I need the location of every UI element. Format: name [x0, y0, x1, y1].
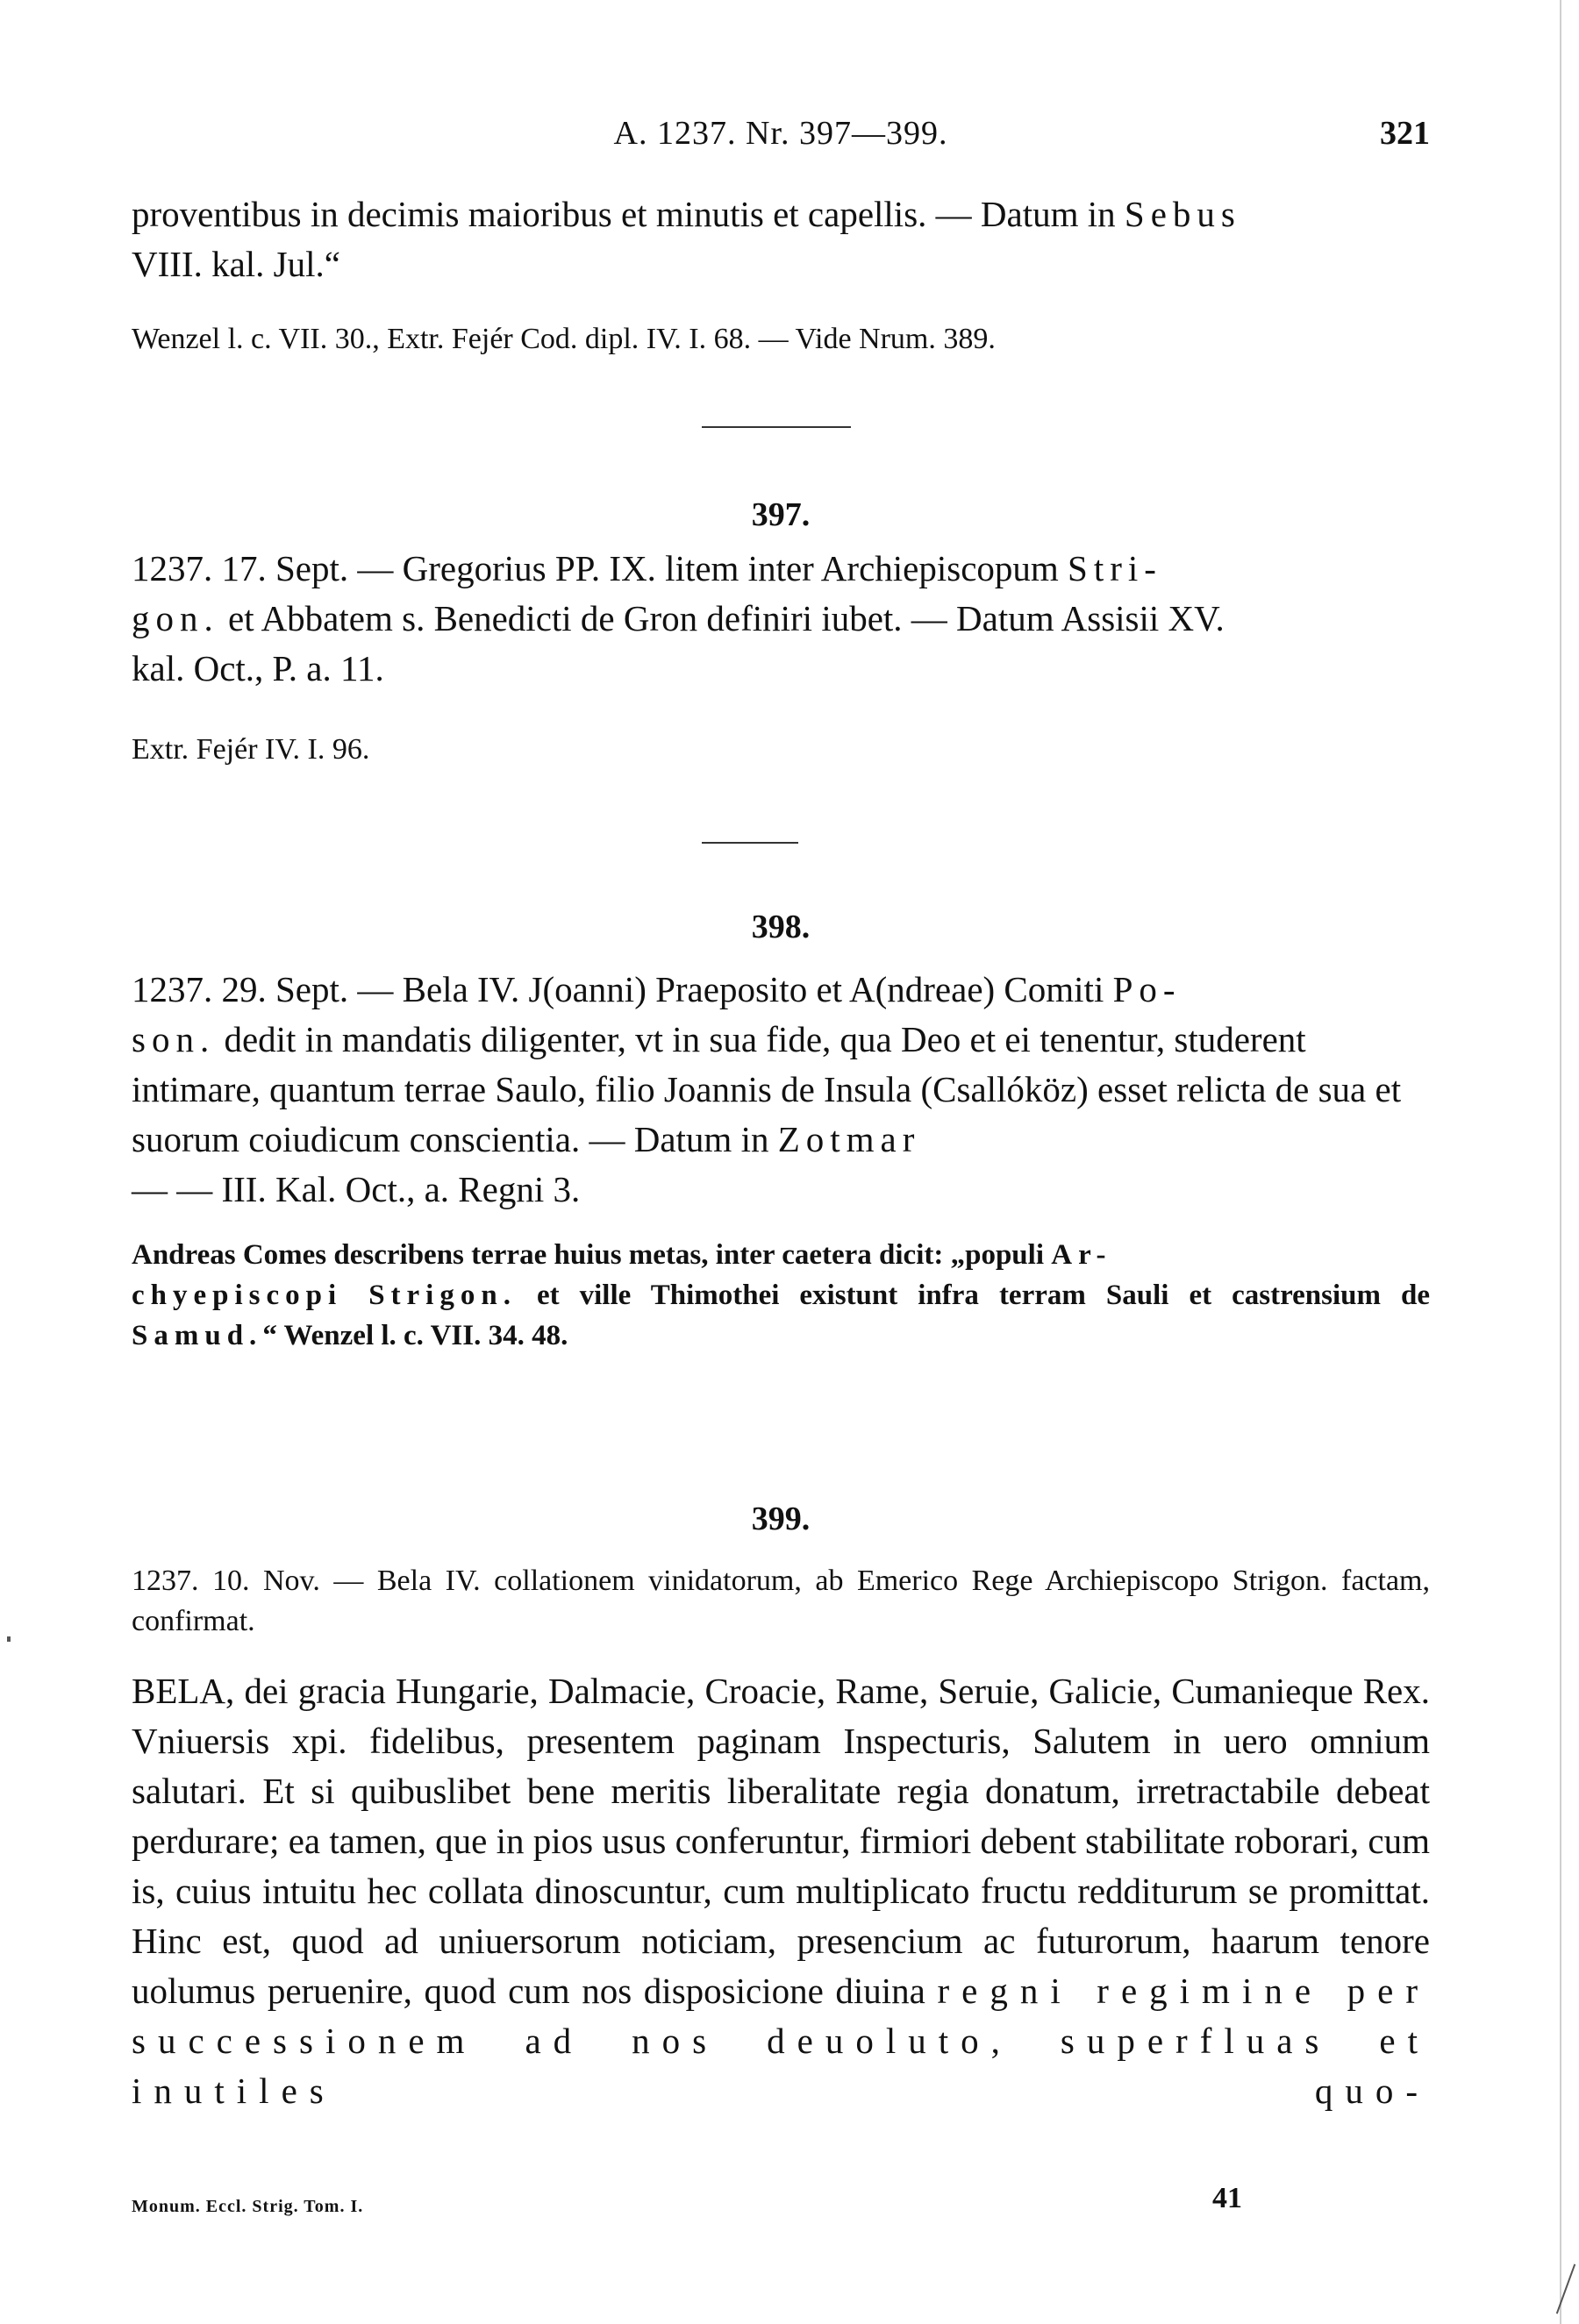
sheet-number: 41 [1212, 2182, 1242, 2214]
entry-397-regest-part: et Abbatem s. Benedicti de Gron definiri iubet. — Datum Assisii XV. [218, 598, 1225, 638]
prev-entry-source: Wenzel l. c. VII. 30., Extr. Fejér Cod. dipl. IV. I. 68. — Vide Nrum. 389. [132, 323, 996, 355]
entry-397-regest-part: kal. Oct., P. a. 11. [132, 648, 384, 688]
entry-398-note-part: “ Wenzel l. c. VII. 34. 48. [262, 1320, 568, 1351]
entry-398-note-part: Andreas Comes describens terrae huius metas, inter caetera dicit: „populi [132, 1239, 1052, 1271]
entry-399-number: 399. [751, 1501, 811, 1537]
entry-397-regest [132, 544, 1430, 694]
entry-399-charter-text [132, 1666, 1430, 2116]
entry-399-charter-body: BELA, dei gracia Hungarie, Dalmacie, Croacie, Rame, Seruie, Galicie, Cumanieque Rex. Vniuersis xpi. fidelibus, presentem paginam Inspecturis, Salutem in uero omnium salutari. Et si quibuslibet bene meritis liberalitate regia donatum, irretractabile debeat perdurare; ea tamen, que in pios usus conferuntur, firmiori debent stabilitate roborari, cum is, cuius intuitu hec collata dinoscuntur, cum multiplicato fructu redditurum se promittat. Hinc est, quod ad uniuersorum noticiam, presencium ac futurorum, haarum tenore uolumus peruenire, quod cum nos disposicione diuina [132, 1671, 1430, 2011]
entry-397-place: Stri- [1068, 548, 1162, 588]
entry-398-regest-part: 1237. 29. Sept. — Bela IV. J(oanni) Praeposito et A(ndreae) Comiti [132, 969, 1113, 1009]
entry-398-place-datum: Zotmar [777, 1119, 921, 1159]
entry-398-note-place-cont: chyepiscopi Strigon. [132, 1280, 517, 1311]
entry-398-note-place-samud: Samud. [132, 1320, 263, 1351]
entry-397-source: Extr. Fejér IV. I. 96. [132, 733, 370, 766]
entry-397-place-cont: gon. [132, 598, 219, 638]
entry-398-note [132, 1235, 1430, 1356]
entry-399-charter-spaced: successionem ad nos deuoluto, superfluas et inutiles quo- [132, 2021, 1430, 2111]
entry-397-regest-part: 1237. 17. Sept. — Gregorius PP. IX. litem inter Archiepiscopum [132, 548, 1068, 588]
signature-mark: Monum. Eccl. Strig. Tom. I. [132, 2197, 364, 2216]
entry-398-number: 398. [751, 909, 811, 945]
prev-entry-place: Sebus [1124, 194, 1241, 234]
entry-398-place-cont: son. [132, 1019, 216, 1059]
entry-398-regest [132, 965, 1430, 1215]
entry-398-note-place: Ar- [1051, 1239, 1112, 1271]
entry-399-charter-spaced: regni regimine per [937, 1971, 1430, 2011]
separator-rule [702, 842, 798, 844]
entry-398-place: Po- [1112, 969, 1182, 1009]
page-edge-line [1560, 0, 1561, 2324]
page-number: 321 [1380, 115, 1430, 152]
prev-entry-body: proventibus in decimis maioribus et minutis et capellis. — Datum in [132, 194, 1125, 234]
entry-398-regest-part: — — III. Kal. Oct., a. Regni 3. [132, 1169, 581, 1209]
entry-398-regest-part: dedit in mandatis diligenter, vt in sua fide, qua Deo et ei tenentur, studerent intimare, quantum terrae Saulo, filio Joannis de Insula (Csallóköz) esset relicta de sua et suorum coiudicum conscientia. — Datum in [132, 1019, 1402, 1159]
running-title: A. 1237. Nr. 397—399. [613, 115, 948, 152]
entry-397-number: 397. [751, 496, 811, 533]
separator-rule [702, 426, 851, 428]
entry-398-note-part: et ville Thimothei existunt infra terram Sauli et castrensium de [516, 1280, 1430, 1311]
prev-entry-date: VIII. kal. Jul.“ [132, 244, 340, 284]
margin-dot [7, 1636, 11, 1642]
page-header [132, 114, 1430, 167]
entry-399-regest: 1237. 10. Nov. — Bela IV. collationem vinidatorum, ab Emerico Rege Archiepiscopo Strigon. factam, confirmat. [132, 1565, 1430, 1637]
prev-entry-text [132, 189, 1430, 289]
